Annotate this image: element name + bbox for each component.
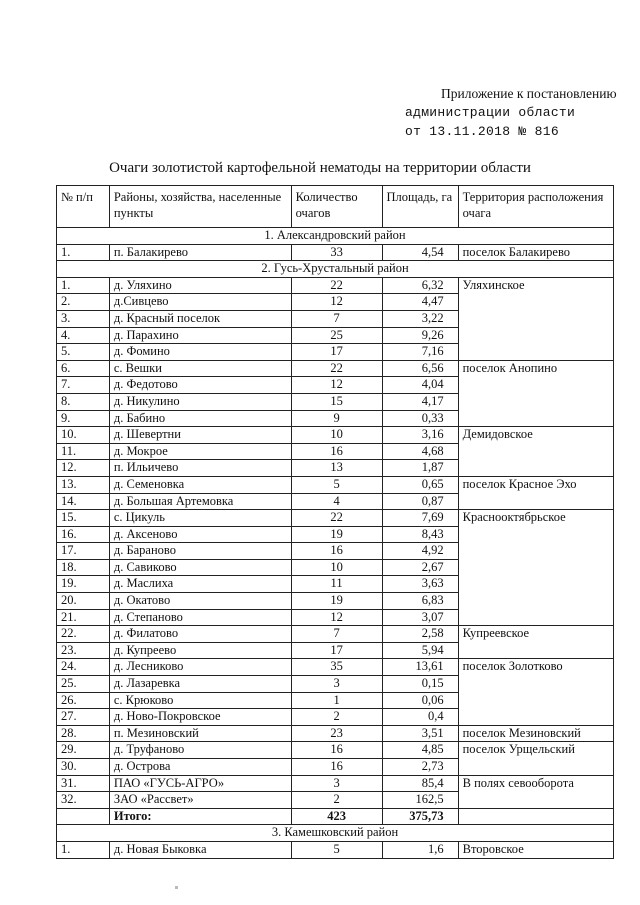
scan-speck — [175, 886, 178, 889]
total-empty-cell — [57, 808, 110, 825]
total-territory-empty — [458, 808, 613, 825]
row-territory: Уляхинское — [458, 277, 613, 360]
header-count: Количество очагов — [291, 186, 382, 228]
header-area: Площадь, га — [382, 186, 458, 228]
section-title: 2. Гусь-Хрустальный район — [57, 261, 614, 278]
row-number: 13. — [57, 476, 110, 493]
row-number: 16. — [57, 526, 110, 543]
row-number: 7. — [57, 377, 110, 394]
row-place: д. Степаново — [109, 609, 291, 626]
row-count: 22 — [291, 360, 382, 377]
row-number: 5. — [57, 344, 110, 361]
row-area: 4,04 — [382, 377, 458, 394]
row-place: п. Ильичево — [109, 460, 291, 477]
row-place: д.Сивцево — [109, 294, 291, 311]
row-number: 11. — [57, 443, 110, 460]
table-row — [57, 626, 614, 643]
row-number: 18. — [57, 559, 110, 576]
row-place: п. Балакирево — [109, 244, 291, 261]
row-number: 21. — [57, 609, 110, 626]
row-place: д. Семеновка — [109, 476, 291, 493]
row-place: ЗАО «Рассвет» — [109, 792, 291, 809]
row-place: д. Уляхино — [109, 277, 291, 294]
row-number: 4. — [57, 327, 110, 344]
row-count: 17 — [291, 642, 382, 659]
row-territory: Краснооктябрьское — [458, 510, 613, 626]
row-count: 9 — [291, 410, 382, 427]
row-number: 20. — [57, 593, 110, 610]
row-count: 12 — [291, 609, 382, 626]
row-place: д. Аксеново — [109, 526, 291, 543]
document-title: Очаги золотистой картофельной нематоды на территории области — [109, 160, 531, 176]
row-count: 17 — [291, 344, 382, 361]
section-title: 3. Камешковский район — [57, 825, 614, 842]
row-area: 4,54 — [382, 244, 458, 261]
row-number: 8. — [57, 393, 110, 410]
row-area: 0,65 — [382, 476, 458, 493]
row-number: 1. — [57, 244, 110, 261]
row-count: 3 — [291, 775, 382, 792]
row-number: 28. — [57, 725, 110, 742]
row-area: 3,51 — [382, 725, 458, 742]
row-place: с. Вешки — [109, 360, 291, 377]
row-number: 3. — [57, 310, 110, 327]
row-area: 3,22 — [382, 310, 458, 327]
row-count: 16 — [291, 543, 382, 560]
row-number: 2. — [57, 294, 110, 311]
row-territory: Второвское — [458, 841, 613, 858]
row-area: 6,83 — [382, 593, 458, 610]
row-area: 85,4 — [382, 775, 458, 792]
row-territory: поселок Урщельский — [458, 742, 613, 775]
row-place: д. Бараново — [109, 543, 291, 560]
row-place: д. Парахино — [109, 327, 291, 344]
total-count: 423 — [291, 808, 382, 825]
table-row — [57, 775, 614, 792]
table-row — [57, 742, 614, 759]
row-area: 7,16 — [382, 344, 458, 361]
row-place: д. Большая Артемовка — [109, 493, 291, 510]
row-area: 2,58 — [382, 626, 458, 643]
table-row — [57, 841, 614, 858]
row-place: д. Фомино — [109, 344, 291, 361]
row-number: 15. — [57, 510, 110, 527]
row-place: д. Острова — [109, 759, 291, 776]
row-area: 0,06 — [382, 692, 458, 709]
row-count: 12 — [291, 294, 382, 311]
row-number: 22. — [57, 626, 110, 643]
row-area: 162,5 — [382, 792, 458, 809]
appendix-line-2: администрации области — [405, 105, 576, 120]
row-area: 13,61 — [382, 659, 458, 676]
row-count: 1 — [291, 692, 382, 709]
total-label: Итого: — [109, 808, 291, 825]
row-count: 7 — [291, 626, 382, 643]
row-count: 7 — [291, 310, 382, 327]
row-territory: поселок Анопино — [458, 360, 613, 426]
row-place: д. Федотово — [109, 377, 291, 394]
row-number: 29. — [57, 742, 110, 759]
row-count: 16 — [291, 742, 382, 759]
row-place: с. Крюково — [109, 692, 291, 709]
row-area: 9,26 — [382, 327, 458, 344]
row-count: 25 — [291, 327, 382, 344]
row-area: 3,16 — [382, 427, 458, 444]
row-area: 0,87 — [382, 493, 458, 510]
row-place: д. Окатово — [109, 593, 291, 610]
row-area: 6,32 — [382, 277, 458, 294]
total-area: 375,73 — [382, 808, 458, 825]
row-area: 0,15 — [382, 676, 458, 693]
row-number: 9. — [57, 410, 110, 427]
row-number: 17. — [57, 543, 110, 560]
row-count: 13 — [291, 460, 382, 477]
appendix-line-3: от 13.11.2018 № 816 — [405, 124, 559, 139]
row-number: 32. — [57, 792, 110, 809]
row-number: 12. — [57, 460, 110, 477]
nematode-foci-table — [56, 185, 614, 859]
row-area: 8,43 — [382, 526, 458, 543]
row-count: 4 — [291, 493, 382, 510]
row-place: д. Шевертни — [109, 427, 291, 444]
row-number: 6. — [57, 360, 110, 377]
table-row — [57, 659, 614, 676]
row-place: д. Маслиха — [109, 576, 291, 593]
row-territory: поселок Красное Эхо — [458, 476, 613, 509]
total-row — [57, 808, 614, 825]
row-place: д. Филатово — [109, 626, 291, 643]
section-header-row — [57, 228, 614, 245]
row-number: 25. — [57, 676, 110, 693]
appendix-reference — [405, 84, 635, 141]
row-number: 10. — [57, 427, 110, 444]
row-area: 4,92 — [382, 543, 458, 560]
row-count: 22 — [291, 510, 382, 527]
row-territory: В полях севооборота — [458, 775, 613, 808]
table-header-row — [57, 186, 614, 228]
row-territory: поселок Золотково — [458, 659, 613, 725]
row-place: д. Купреево — [109, 642, 291, 659]
row-count: 16 — [291, 443, 382, 460]
table-row — [57, 360, 614, 377]
row-place: д. Новая Быковка — [109, 841, 291, 858]
row-place: д. Никулино — [109, 393, 291, 410]
row-count: 12 — [291, 377, 382, 394]
row-territory: Купреевское — [458, 626, 613, 659]
row-number: 26. — [57, 692, 110, 709]
row-area: 4,68 — [382, 443, 458, 460]
row-count: 15 — [291, 393, 382, 410]
row-count: 2 — [291, 792, 382, 809]
row-count: 2 — [291, 709, 382, 726]
header-place: Районы, хозяйства, населенные пункты — [109, 186, 291, 228]
row-count: 33 — [291, 244, 382, 261]
row-place: ПАО «ГУСЬ-АГРО» — [109, 775, 291, 792]
row-area: 3,63 — [382, 576, 458, 593]
appendix-line-1: Приложение к постановлению — [441, 86, 617, 101]
row-count: 10 — [291, 427, 382, 444]
table-row — [57, 510, 614, 527]
row-count: 19 — [291, 526, 382, 543]
row-number: 14. — [57, 493, 110, 510]
table-row — [57, 725, 614, 742]
table-body — [57, 228, 614, 859]
table-row — [57, 244, 614, 261]
row-area: 0,33 — [382, 410, 458, 427]
table-row — [57, 476, 614, 493]
row-area: 5,94 — [382, 642, 458, 659]
section-title: 1. Александровский район — [57, 228, 614, 245]
row-territory: поселок Балакирево — [458, 244, 613, 261]
row-area: 3,07 — [382, 609, 458, 626]
row-territory: Демидовское — [458, 427, 613, 477]
row-place: д. Савиково — [109, 559, 291, 576]
row-count: 3 — [291, 676, 382, 693]
row-area: 0,4 — [382, 709, 458, 726]
row-place: д. Лазаревка — [109, 676, 291, 693]
row-number: 19. — [57, 576, 110, 593]
row-count: 5 — [291, 841, 382, 858]
row-number: 24. — [57, 659, 110, 676]
row-count: 5 — [291, 476, 382, 493]
row-area: 4,85 — [382, 742, 458, 759]
row-area: 1,87 — [382, 460, 458, 477]
row-number: 23. — [57, 642, 110, 659]
row-place: д. Мокрое — [109, 443, 291, 460]
row-area: 4,17 — [382, 393, 458, 410]
header-territory: Территория расположения очага — [458, 186, 613, 228]
row-place: п. Мезиновский — [109, 725, 291, 742]
row-place: д. Труфаново — [109, 742, 291, 759]
row-place: д. Красный поселок — [109, 310, 291, 327]
row-count: 16 — [291, 759, 382, 776]
section-header-row — [57, 825, 614, 842]
row-count: 11 — [291, 576, 382, 593]
row-number: 27. — [57, 709, 110, 726]
row-place: д. Лесниково — [109, 659, 291, 676]
row-area: 6,56 — [382, 360, 458, 377]
row-area: 1,6 — [382, 841, 458, 858]
table-row — [57, 427, 614, 444]
row-number: 30. — [57, 759, 110, 776]
row-count: 19 — [291, 593, 382, 610]
row-count: 10 — [291, 559, 382, 576]
row-territory: поселок Мезиновский — [458, 725, 613, 742]
section-header-row — [57, 261, 614, 278]
row-area: 2,73 — [382, 759, 458, 776]
row-count: 35 — [291, 659, 382, 676]
table-row — [57, 277, 614, 294]
row-number: 1. — [57, 277, 110, 294]
row-area: 4,47 — [382, 294, 458, 311]
row-place: д. Ново-Покровское — [109, 709, 291, 726]
row-count: 22 — [291, 277, 382, 294]
row-number: 1. — [57, 841, 110, 858]
row-area: 2,67 — [382, 559, 458, 576]
row-count: 23 — [291, 725, 382, 742]
header-number: № п/п — [57, 186, 110, 228]
row-place: д. Бабино — [109, 410, 291, 427]
row-area: 7,69 — [382, 510, 458, 527]
row-number: 31. — [57, 775, 110, 792]
row-place: с. Цикуль — [109, 510, 291, 527]
